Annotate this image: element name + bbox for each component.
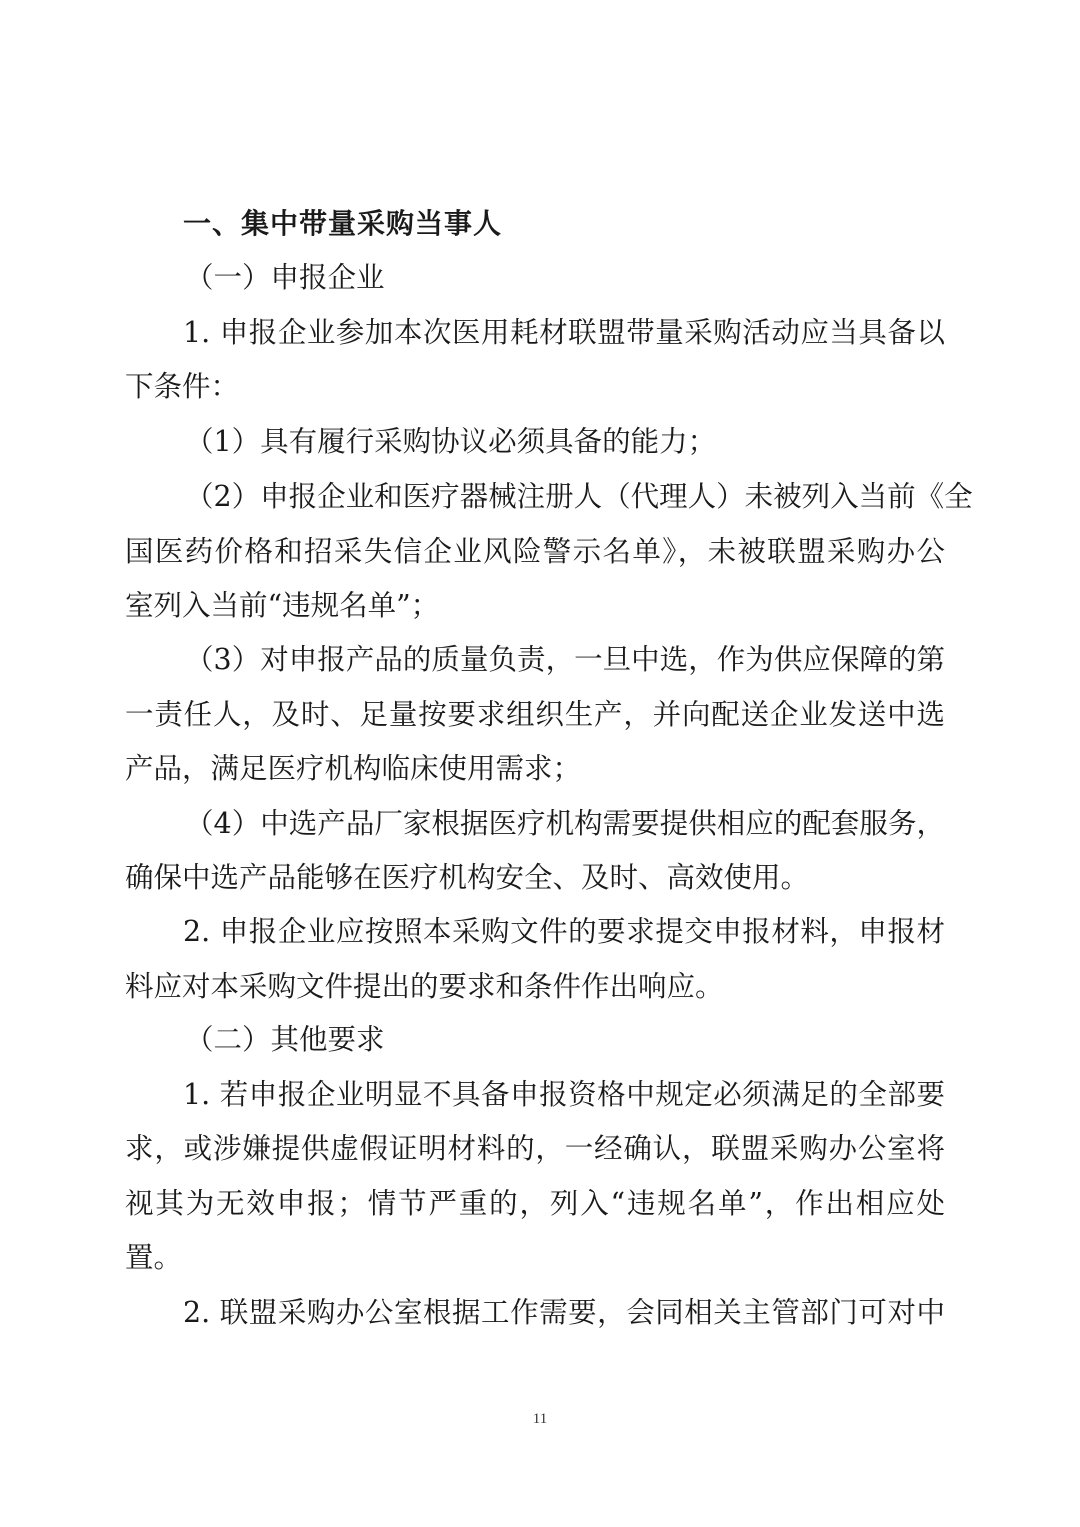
paragraph-line: 置。 [125, 1241, 183, 1274]
list-item-line: 产品，满足医疗机构临床使用需求； [125, 752, 582, 785]
list-item-line: （2）申报企业和医疗器械注册人（代理人）未被列入当前《全 [185, 480, 973, 513]
paragraph-line: 视其为无效申报；情节严重的，列入“违规名单”，作出相应处 [125, 1187, 945, 1220]
list-item-line: 室列入当前“违规名单”； [125, 589, 440, 622]
paragraph-line: 下条件： [125, 370, 240, 403]
paragraph-line: 1. 若申报企业明显不具备申报资格中规定必须满足的全部要 [183, 1078, 945, 1111]
list-item-line: （3）对申报产品的质量负责，一旦中选，作为供应保障的第 [185, 643, 945, 676]
list-item-line: （4）中选产品厂家根据医疗机构需要提供相应的配套服务， [185, 807, 945, 840]
section-heading: 一、集中带量采购当事人 [183, 207, 503, 240]
subsection-heading-other: （二）其他要求 [185, 1023, 385, 1056]
paragraph-line: 料应对本采购文件提出的要求和条件作出响应。 [125, 970, 724, 1003]
paragraph-line: 求，或涉嫌提供虚假证明材料的，一经确认，联盟采购办公室将 [125, 1132, 945, 1165]
subsection-heading-applicant: （一）申报企业 [185, 261, 385, 294]
paragraph-line: 1. 申报企业参加本次医用耗材联盟带量采购活动应当具备以 [183, 316, 945, 349]
list-item-line: 一责任人，及时、足量按要求组织生产，并向配送企业发送中选 [125, 698, 945, 731]
page-number: 11 [532, 1411, 548, 1427]
list-item-line: 国医药价格和招采失信企业风险警示名单》，未被联盟采购办公 [125, 535, 945, 568]
list-item-line: （1）具有履行采购协议必须具备的能力； [185, 425, 717, 458]
paragraph-line: 2. 申报企业应按照本采购文件的要求提交申报材料，申报材 [183, 915, 945, 948]
list-item-line: 确保中选产品能够在医疗机构安全、及时、高效使用。 [125, 861, 810, 894]
paragraph-line: 2. 联盟采购办公室根据工作需要，会同相关主管部门可对中 [183, 1296, 945, 1329]
